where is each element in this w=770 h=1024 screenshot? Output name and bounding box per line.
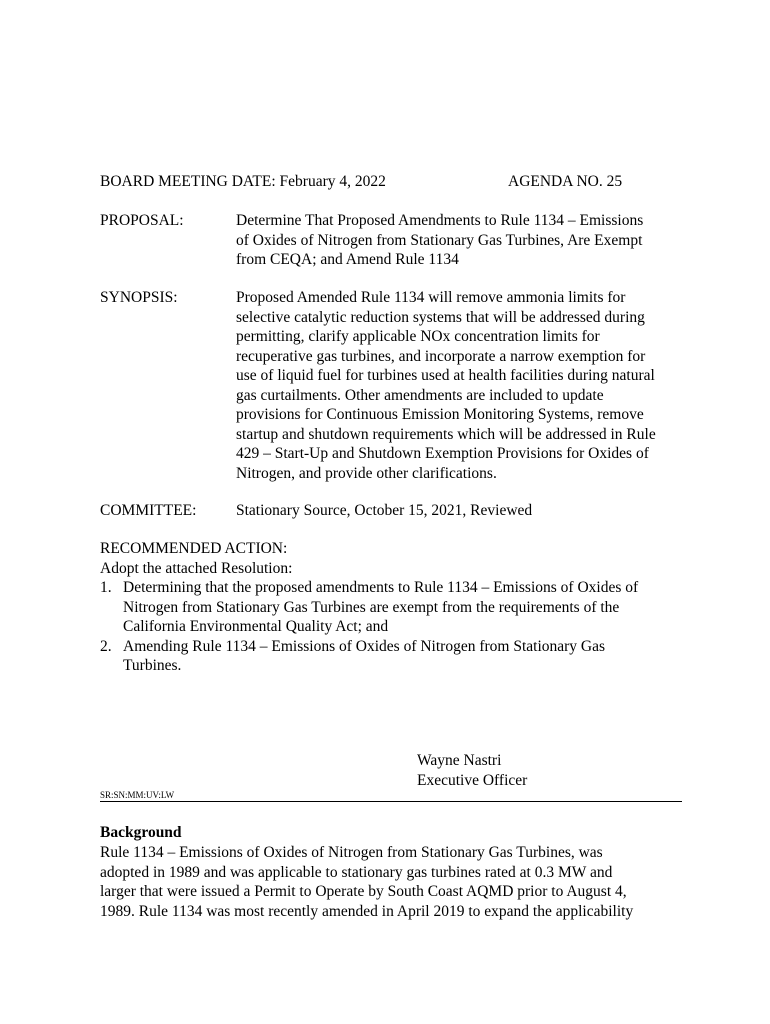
background-paragraph	[100, 843, 690, 921]
proposal-text	[236, 211, 686, 270]
synopsis-line: permitting, clarify applicable NOx concentration limits for	[236, 328, 600, 345]
proposal-line: of Oxides of Nitrogen from Stationary Gas Turbines, Are Exempt	[236, 231, 643, 249]
recommended-heading: RECOMMENDED ACTION:	[100, 540, 288, 557]
list-item-number: 2.	[100, 637, 112, 655]
recommended-intro: Adopt the attached Resolution:	[100, 559, 293, 577]
synopsis-line: use of liquid fuel for turbines used at health facilities during natural	[236, 367, 655, 384]
background-line: 1989. Rule 1134 was most recently amended in April 2019 to expand the applicability	[100, 902, 634, 920]
signer-name: Wayne Nastri	[417, 752, 502, 769]
list-item-line: Determining that the proposed amendments to Rule 1134 – Emissions of Oxides of	[123, 579, 639, 596]
synopsis-line: gas curtailments. Other amendments are included to update	[236, 386, 604, 404]
background-heading: Background	[100, 824, 182, 841]
committee-label: COMMITTEE:	[100, 502, 197, 519]
synopsis-line: recuperative gas turbines, and incorporate a narrow exemption for	[236, 347, 646, 365]
list-item-line: Nitrogen from Stationary Gas Turbines are exempt from the requirements of the	[123, 598, 620, 616]
staff-initials: SR:SN:MM:UV:LW	[100, 790, 175, 800]
proposal-label: PROPOSAL:	[100, 212, 184, 229]
list-item	[100, 578, 690, 637]
agenda-number: AGENDA NO. 25	[508, 173, 623, 190]
divider	[100, 801, 682, 802]
meeting-date: BOARD MEETING DATE: February 4, 2022	[100, 173, 386, 190]
list-item-line: Turbines.	[123, 657, 182, 674]
synopsis-line: Nitrogen, and provide other clarifications.	[236, 464, 497, 482]
synopsis-text	[236, 288, 686, 483]
list-item-number: 1.	[100, 579, 112, 596]
list-item-line: Amending Rule 1134 – Emissions of Oxides of Nitrogen from Stationary Gas	[123, 637, 606, 655]
list-item	[100, 637, 690, 676]
proposal-line: from CEQA; and Amend Rule 1134	[236, 251, 459, 268]
synopsis-line: startup and shutdown requirements which will be addressed in Rule	[236, 425, 656, 443]
synopsis-line: Proposed Amended Rule 1134 will remove ammonia limits for	[236, 289, 626, 306]
list-item-line: California Environmental Quality Act; and	[123, 618, 389, 635]
recommended-action	[100, 539, 690, 676]
background-line: adopted in 1989 and was applicable to stationary gas turbines rated at 0.3 MW and	[100, 863, 613, 881]
signature-block	[417, 751, 527, 790]
background-line: Rule 1134 – Emissions of Oxides of Nitrogen from Stationary Gas Turbines, was	[100, 844, 603, 861]
background-line: larger that were issued a Permit to Operate by South Coast AQMD prior to August 4,	[100, 883, 627, 900]
signer-title: Executive Officer	[417, 771, 528, 789]
synopsis-label: SYNOPSIS:	[100, 289, 178, 306]
synopsis-line: 429 – Start-Up and Shutdown Exemption Provisions for Oxides of	[236, 445, 649, 462]
synopsis-line: selective catalytic reduction systems that will be addressed during	[236, 308, 645, 326]
proposal-line: Determine That Proposed Amendments to Rule 1134 – Emissions	[236, 212, 644, 229]
committee-text: Stationary Source, October 15, 2021, Reviewed	[236, 502, 533, 519]
synopsis-line: provisions for Continuous Emission Monitoring Systems, remove	[236, 406, 644, 423]
